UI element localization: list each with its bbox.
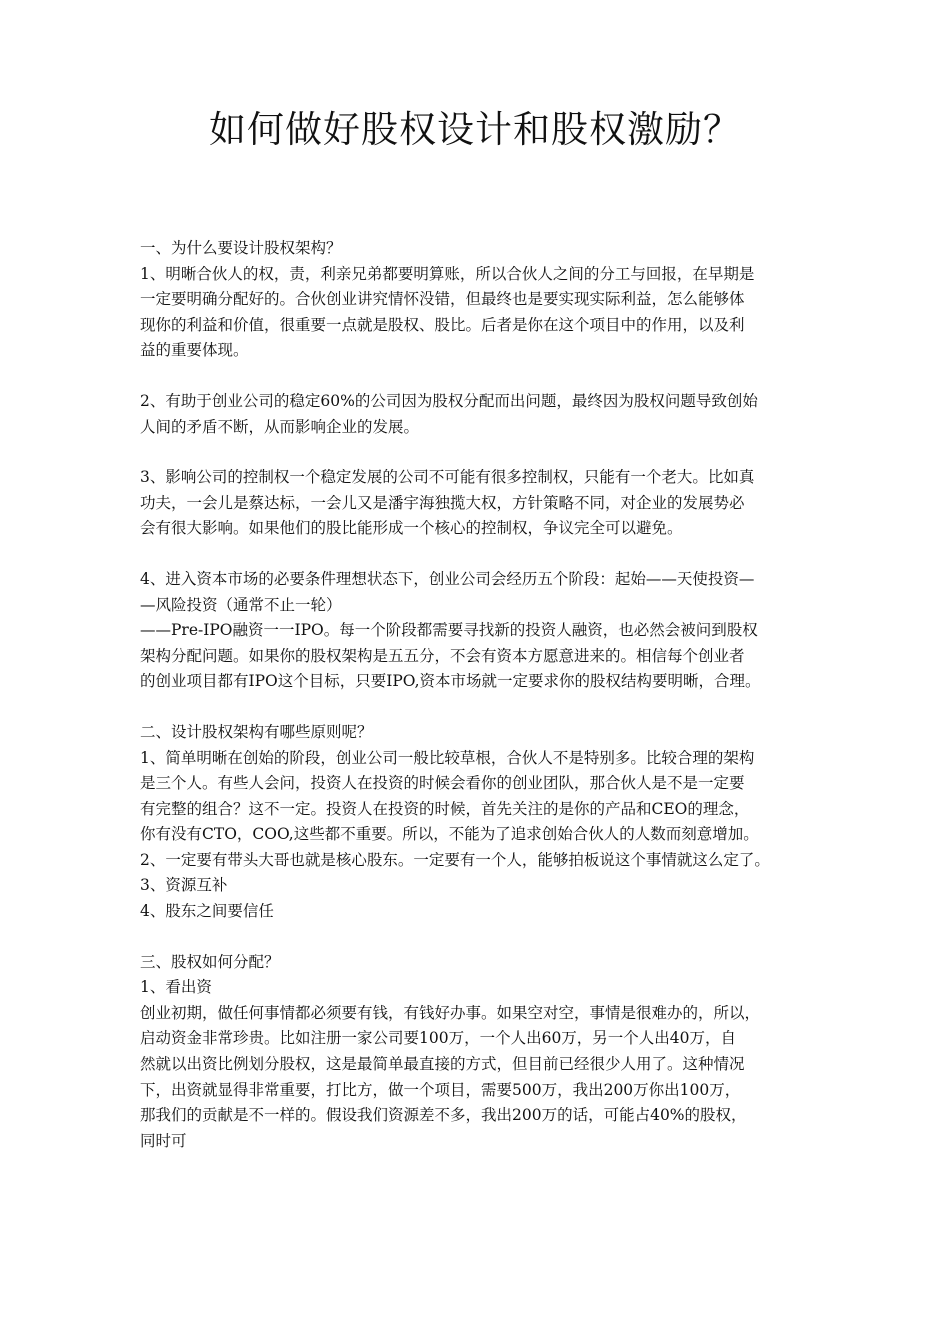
paragraph-line: 益的重要体现。 — [140, 341, 249, 360]
paragraph-spacer — [140, 440, 830, 465]
paragraph-line: 启动资金非常珍贵。比如注册一家公司要100万，一个人出60万，另一个人出40万，自 — [140, 1029, 737, 1048]
document-body — [140, 236, 830, 1154]
paragraph-line: 然就以出资比例划分股权，这是最简单最直接的方式，但目前已经很少人用了。这种情况 — [140, 1055, 745, 1074]
paragraph-line: 人间的矛盾不断，从而影响企业的发展。 — [140, 417, 420, 436]
paragraph-spacer — [140, 542, 830, 567]
paragraph-line: 1、看出资 — [140, 978, 212, 997]
section-heading-1: 一、为什么要设计股权架构？ — [140, 239, 342, 257]
paragraph-line: 3、影响公司的控制权一个稳定发展的公司不可能有很多控制权，只能有一个老大。比如真 — [140, 468, 755, 487]
paragraph-line: —风险投资（通常不止一轮） — [140, 595, 342, 614]
section-heading-3: 三、股权如何分配？ — [140, 952, 280, 971]
document-title: 如何做好股权设计和股权激励？ — [209, 108, 741, 151]
paragraph-line: ——Pre-IPO融资一一IPO。每一个阶段都需要寻找新的投资人融资，也必然会被问到股权 — [140, 621, 758, 640]
paragraph-spacer — [140, 925, 830, 950]
paragraph-line: 1、明晰合伙人的权，责，利亲兄弟都要明算账，所以合伙人之间的分工与回报，在早期是 — [140, 264, 755, 283]
paragraph-line: 3、资源互补 — [140, 876, 228, 895]
paragraph-line: 2、有助于创业公司的稳定60%的公司因为股权分配而出问题，最终因为股权问题导致创始 — [140, 391, 758, 410]
paragraph-spacer — [140, 695, 830, 720]
paragraph-line: 4、股东之间要信任 — [140, 902, 274, 921]
paragraph-line: 会有很大影响。如果他们的股比能形成一个核心的控制权，争议完全可以避免。 — [140, 519, 683, 538]
paragraph-line: 那我们的贡献是不一样的。假设我们资源差不多，我出200万的话，可能占40%的股权， — [140, 1106, 747, 1125]
paragraph-line: 2、一定要有带头大哥也就是核心股东。一定要有一个人，能够拍板说这个事情就这么定了。 — [140, 850, 770, 869]
section-heading-2: 二、设计股权架构有哪些原则呢？ — [140, 722, 373, 741]
paragraph-line: 一定要明确分配好的。合伙创业讲究情怀没错，但最终也是要实现实际利益，怎么能够体 — [140, 290, 745, 309]
paragraph-line: 4、进入资本市场的必要条件理想状态下，创业公司会经历五个阶段：起始——天使投资— — [140, 569, 755, 588]
paragraph-line: 功夫，一会儿是蔡达标，一会儿又是潘宇海独揽大权，方针策略不同，对企业的发展势必 — [140, 493, 745, 512]
paragraph-line: 下，出资就显得非常重要，打比方，做一个项目，需要500万，我出200万你出100万， — [140, 1080, 741, 1099]
paragraph-line: 是三个人。有些人会问，投资人在投资的时候会看你的创业团队，那合伙人是不是一定要 — [140, 774, 745, 793]
paragraph-line: 架构分配问题。如果你的股权架构是五五分，不会有资本方愿意进来的。相信每个创业者 — [140, 646, 745, 665]
paragraph-line: 现你的利益和价值，很重要一点就是股权、股比。后者是你在这个项目中的作用，以及利 — [140, 315, 745, 334]
paragraph-line: 你有没有CTO，COO,这些都不重要。所以，不能为了追求创始合伙人的人数而刻意增加。 — [140, 825, 759, 844]
paragraph-line: 的创业项目都有IPO这个目标，只要IPO,资本市场就一定要求你的股权结构要明晰，合理。 — [140, 672, 761, 691]
paragraph-line: 同时可 — [140, 1131, 187, 1150]
paragraph-spacer — [140, 364, 830, 389]
paragraph-line: 1、简单明晰在创始的阶段，创业公司一般比较草根，合伙人不是特别多。比较合理的架构 — [140, 748, 755, 767]
paragraph-line: 创业初期，做任何事情都必须要有钱，有钱好办事。如果空对空，事情是很难办的，所以， — [140, 1003, 761, 1022]
paragraph-line: 有完整的组合？这不一定。投资人在投资的时候，首先关注的是你的产品和CEO的理念， — [140, 799, 750, 818]
